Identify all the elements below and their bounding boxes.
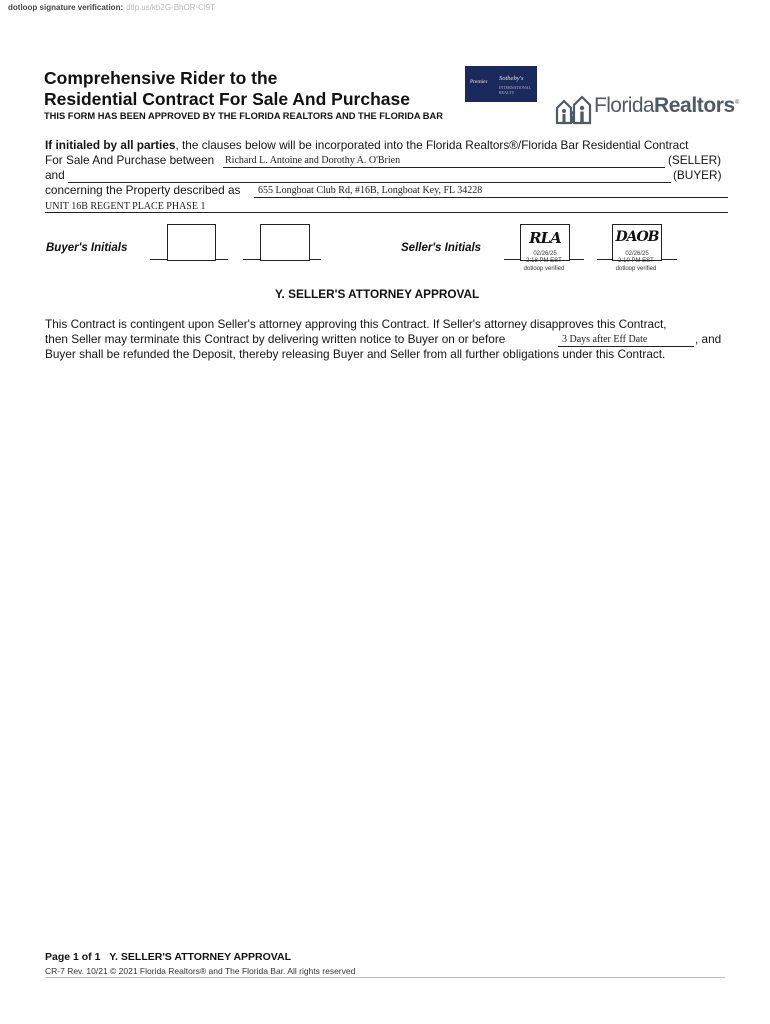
intro-line-1: [45, 138, 688, 152]
property-address-field[interactable]: 655 Longboat Club Rd, #16B, Longboat Key, FL 34228: [258, 185, 483, 196]
section-body-line-2b: , and: [695, 332, 722, 346]
footer-divider: [45, 977, 725, 978]
wordmark-bold: Realtors: [654, 94, 735, 117]
dotloop-verification: [8, 3, 215, 12]
seller-initials-verified-1: dotloop verified: [523, 266, 565, 272]
seller-initials-box-2[interactable]: [612, 224, 662, 261]
section-heading: Y. SELLER'S ATTORNEY APPROVAL: [275, 287, 480, 301]
title-line-2: Residential Contract For Sale And Purchase: [44, 89, 410, 109]
property-legal-underline: [45, 212, 728, 213]
section-body-line-1: This Contract is contingent upon Seller's attorney approving this Contract. If Seller's attorney disapproves this Contract,: [45, 317, 667, 331]
florida-realtors-wordmark: [594, 94, 739, 118]
seller-initials-label: Seller's Initials: [401, 242, 482, 254]
footer-section: Y. SELLER'S ATTORNEY APPROVAL: [109, 951, 292, 963]
seller-initials-date-1: 02/26/25: [533, 251, 557, 257]
property-underline: [254, 197, 728, 198]
title-line-1: Comprehensive Rider to the: [44, 68, 278, 88]
footer-revision: CR-7 Rev. 10/21 © 2021 Florida Realtors® and The Florida Bar. All rights reserved: [45, 966, 356, 976]
dotloop-link[interactable]: dtlp.us/kb2G-BhOR-Cl9T: [126, 3, 216, 12]
intro-rest: , the clauses below will be incorporated into the Florida Realtors®/Florida Bar Residential Contract: [175, 138, 689, 152]
broker-logo-text-1: Premier: [470, 79, 488, 85]
dotloop-label: dotloop signature verification:: [8, 3, 124, 12]
footer-page: Page 1 of 1: [45, 951, 101, 963]
document-title: [44, 68, 410, 110]
seller-signature-2: DAOB: [615, 229, 659, 245]
seller-initials-date-2: 02/26/25: [625, 251, 649, 257]
section-body-line-3: Buyer shall be refunded the Deposit, thereby releasing Buyer and Seller from all further obligations under this Contract.: [45, 347, 666, 361]
seller-signature-1: RLA: [529, 229, 561, 247]
wordmark-registered: ®: [734, 100, 739, 106]
houses-people-icon: [555, 92, 593, 126]
buyer-initials-box-2[interactable]: [260, 224, 310, 261]
section-body-line-2: [45, 332, 505, 346]
broker-logo-text-2: Sotheby's: [499, 75, 524, 82]
seller-names-field[interactable]: Richard L. Antoine and Dorothy A. O'Brien: [225, 155, 401, 166]
seller-label: (SELLER): [668, 153, 722, 167]
property-legal-field[interactable]: UNIT 16B REGENT PLACE PHASE 1: [45, 201, 206, 212]
seller-name-underline: [223, 167, 665, 168]
seller-initials-box-1[interactable]: [520, 224, 570, 261]
seller-initials-time-1: 2:18 PM EST: [526, 258, 562, 264]
deadline-field[interactable]: 3 Days after Eff Date: [562, 334, 648, 345]
wordmark-light: Florida: [594, 94, 654, 117]
broker-logo: [465, 66, 537, 102]
between-label: For Sale And Purchase between: [45, 153, 215, 167]
seller-initials-verified-2: dotloop verified: [615, 266, 657, 272]
section-body-line-2a: then Seller may terminate this Contract by delivering written notice to Buyer on or before: [45, 332, 506, 346]
broker-logo-text-3: INTERNATIONAL REALTY: [499, 85, 531, 95]
buyer-label: (BUYER): [673, 168, 722, 182]
seller-initials-time-2: 2:10 PM EST: [618, 258, 654, 264]
florida-realtors-logo: [555, 90, 739, 128]
buyer-initials-label: Buyer's Initials: [46, 242, 128, 254]
footer-page-info: [45, 951, 291, 963]
property-label: concerning the Property described as: [45, 183, 241, 197]
intro-bold: If initialed by all parties: [45, 138, 176, 152]
and-label: and: [45, 168, 65, 182]
buyer-initials-box-1[interactable]: [167, 224, 216, 261]
approval-statement: THIS FORM HAS BEEN APPROVED BY THE FLORIDA REALTORS AND THE FLORIDA BAR: [44, 111, 443, 121]
